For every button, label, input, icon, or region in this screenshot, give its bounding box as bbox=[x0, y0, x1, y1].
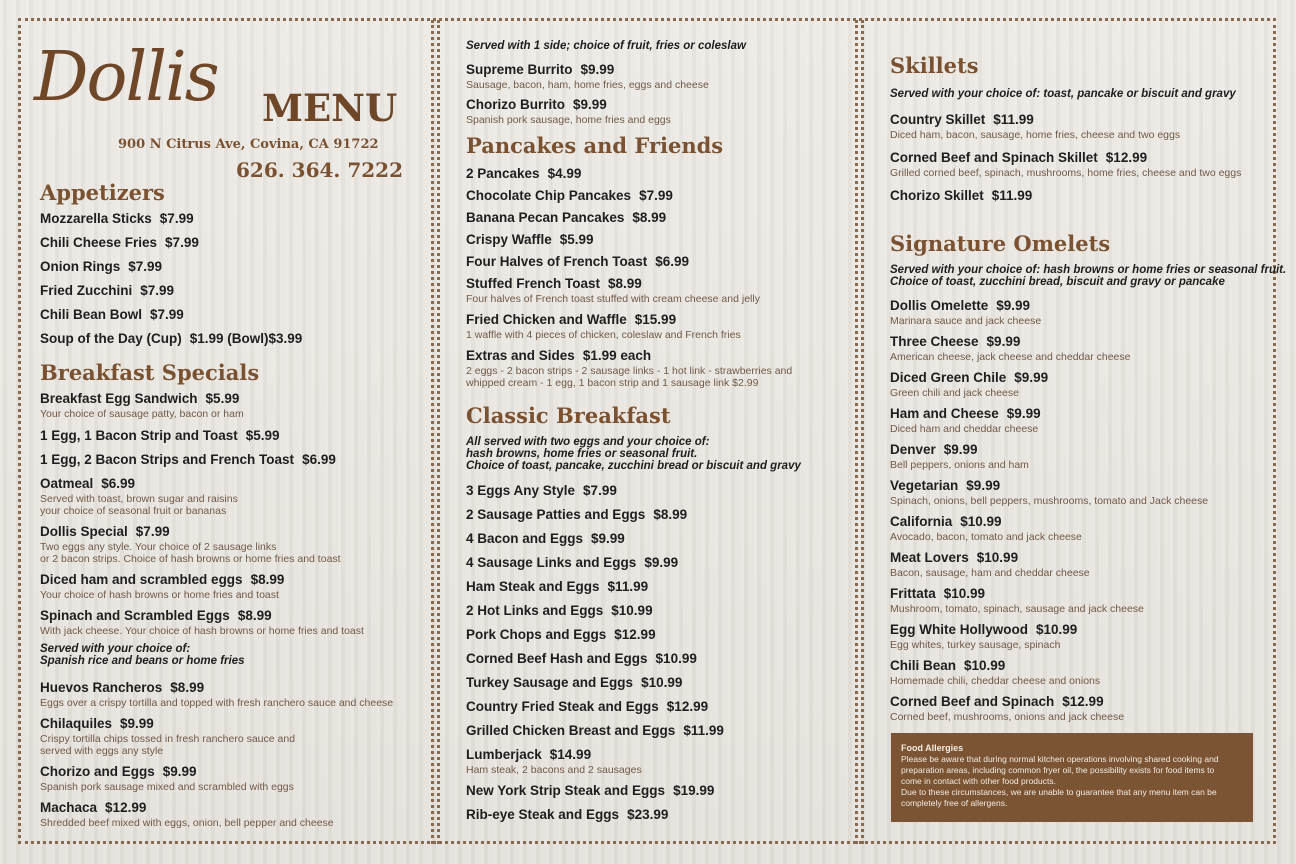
section-title-pancakes: Pancakes and Friends bbox=[466, 133, 724, 158]
list-item: Machaca $12.99 Shredded beef mixed with eggs, onion, bell pepper and cheese bbox=[40, 800, 334, 829]
column-divider bbox=[861, 20, 864, 844]
list-item: Country Fried Steak and Eggs $12.99 bbox=[466, 699, 709, 714]
list-item: 3 Eggs Any Style $7.99 bbox=[466, 483, 617, 498]
list-item: Diced Green Chile $9.99 Green chili and jack cheese bbox=[890, 370, 1049, 399]
list-item: New York Strip Steak and Eggs $19.99 bbox=[466, 783, 715, 798]
section-title-omelets: Signature Omelets bbox=[890, 231, 1111, 256]
list-item: Denver $9.99 Bell peppers, onions and ham bbox=[890, 442, 1029, 471]
section-note: Served with 1 side; choice of fruit, fries or coleslaw bbox=[466, 40, 746, 52]
list-item: Egg White Hollywood $10.99 Egg whites, turkey sausage, spinach bbox=[890, 622, 1078, 651]
list-item: Breakfast Egg Sandwich $5.99 Your choice of sausage patty, bacon or ham bbox=[40, 391, 244, 420]
section-title-classic-breakfast: Classic Breakfast bbox=[466, 403, 671, 428]
list-item: Country Skillet $11.99 Diced ham, bacon, sausage, home fries, cheese and two eggs bbox=[890, 112, 1181, 141]
section-title-skillets: Skillets bbox=[890, 53, 979, 78]
list-item: Chili Bean $10.99 Homemade chili, cheddar cheese and onions bbox=[890, 658, 1101, 687]
list-item: Frittata $10.99 Mushroom, tomato, spinach, sausage and jack cheese bbox=[890, 586, 1144, 615]
list-item: Vegetarian $9.99 Spinach, onions, bell peppers, mushrooms, tomato and Jack cheese bbox=[890, 478, 1209, 507]
list-item: Corned Beef and Spinach Skillet $12.99 Grilled corned beef, spinach, mushrooms, home fries, cheese and two eggs bbox=[890, 150, 1242, 179]
list-item: Soup of the Day (Cup) $1.99 (Bowl)$3.99 bbox=[40, 331, 303, 346]
list-item: Mozzarella Sticks $7.99 bbox=[40, 211, 194, 226]
list-item: Chilaquiles $9.99 Crispy tortilla chips tossed in fresh ranchero sauce and served with eggs any style bbox=[40, 716, 296, 757]
list-item: Chili Cheese Fries $7.99 bbox=[40, 235, 199, 250]
list-item: Three Cheese $9.99 American cheese, jack cheese and cheddar cheese bbox=[890, 334, 1131, 363]
list-item: Onion Rings $7.99 bbox=[40, 259, 163, 274]
list-item: Turkey Sausage and Eggs $10.99 bbox=[466, 675, 683, 690]
section-title-breakfast-specials: Breakfast Specials bbox=[40, 360, 260, 385]
column-divider bbox=[437, 20, 440, 844]
list-item: Diced ham and scrambled eggs $8.99 Your choice of hash browns or home fries and toast bbox=[40, 572, 285, 601]
address: 900 N Citrus Ave, Covina, CA 91722 bbox=[118, 137, 379, 152]
list-item: 4 Sausage Links and Eggs $9.99 bbox=[466, 555, 679, 570]
menu-title: MENU bbox=[262, 86, 398, 130]
list-item: Chocolate Chip Pancakes $7.99 bbox=[466, 188, 673, 203]
list-item: Grilled Chicken Breast and Eggs $11.99 bbox=[466, 723, 724, 738]
section-note: All served with two eggs and your choice of: hash browns, home fries or seasonal fruit. Choice of toast, pancake, zucchini bread or biscuit and gravy bbox=[466, 436, 801, 472]
list-item: Pork Chops and Eggs $12.99 bbox=[466, 627, 656, 642]
food-allergies-notice: Food Allergies Please be aware that during normal kitchen operations involving shared cooking and preparation areas, including common fryer oil, the possibility exists for food items to come in contact with other food products. Due to these circumstances, we are unable to guarantee that any menu item can be completely free of allergens. bbox=[891, 733, 1253, 822]
list-item: Crispy Waffle $5.99 bbox=[466, 232, 594, 247]
list-item: 1 Egg, 1 Bacon Strip and Toast $5.99 bbox=[40, 428, 280, 443]
list-item: Stuffed French Toast $8.99 Four halves of French toast stuffed with cream cheese and jelly bbox=[466, 276, 760, 305]
list-item: 2 Sausage Patties and Eggs $8.99 bbox=[466, 507, 688, 522]
list-item: Fried Zucchini $7.99 bbox=[40, 283, 175, 298]
list-item: Meat Lovers $10.99 Bacon, sausage, ham and cheddar cheese bbox=[890, 550, 1090, 579]
list-item: Rib-eye Steak and Eggs $23.99 bbox=[466, 807, 669, 822]
logo: Dollis bbox=[34, 38, 218, 117]
section-note: Served with your choice of: Spanish rice and beans or home fries bbox=[40, 643, 245, 667]
list-item: Corned Beef and Spinach $12.99 Corned beef, mushrooms, onions and jack cheese bbox=[890, 694, 1125, 723]
list-item: Banana Pecan Pancakes $8.99 bbox=[466, 210, 667, 225]
section-title-appetizers: Appetizers bbox=[40, 180, 165, 205]
list-item: Dollis Special $7.99 Two eggs any style. Your choice of 2 sausage links or 2 bacon strips. Choice of hash browns or home fries and toast bbox=[40, 524, 341, 565]
list-item: Corned Beef Hash and Eggs $10.99 bbox=[466, 651, 697, 666]
phone-number: 626. 364. 7222 bbox=[236, 158, 404, 182]
list-item: 2 Hot Links and Eggs $10.99 bbox=[466, 603, 653, 618]
list-item: Chili Bean Bowl $7.99 bbox=[40, 307, 184, 322]
list-item: Chorizo Skillet $11.99 bbox=[890, 188, 1033, 203]
list-item: Chorizo and Eggs $9.99 Spanish pork sausage mixed and scrambled with eggs bbox=[40, 764, 294, 793]
section-note: Served with your choice of: toast, pancake or biscuit and gravy bbox=[890, 88, 1236, 100]
list-item: Chorizo Burrito $9.99 Spanish pork sausage, home fries and eggs bbox=[466, 97, 671, 126]
list-item: Lumberjack $14.99 Ham steak, 2 bacons and 2 sausages bbox=[466, 747, 642, 776]
list-item: Ham and Cheese $9.99 Diced ham and cheddar cheese bbox=[890, 406, 1041, 435]
list-item: 2 Pancakes $4.99 bbox=[466, 166, 582, 181]
list-item: Oatmeal $6.99 Served with toast, brown sugar and raisins your choice of seasonal fruit or bananas bbox=[40, 476, 238, 517]
list-item: Extras and Sides $1.99 each 2 eggs - 2 bacon strips - 2 sausage links - 1 hot link - strawberries and whipped cream - 1 egg, 1 bacon strip and 1 sausage link $2.99 bbox=[466, 348, 793, 389]
list-item: 4 Bacon and Eggs $9.99 bbox=[466, 531, 625, 546]
section-note: Served with your choice of: hash browns or home fries or seasonal fruit. Choice of toast, zucchini bread, biscuit and gravy or pancake bbox=[890, 264, 1287, 288]
column-divider bbox=[431, 20, 434, 844]
column-divider bbox=[855, 20, 858, 844]
list-item: Supreme Burrito $9.99 Sausage, bacon, ham, home fries, eggs and cheese bbox=[466, 62, 709, 91]
list-item: California $10.99 Avocado, bacon, tomato and jack cheese bbox=[890, 514, 1082, 543]
list-item: Dollis Omelette $9.99 Marinara sauce and jack cheese bbox=[890, 298, 1042, 327]
list-item: 1 Egg, 2 Bacon Strips and French Toast $6.99 bbox=[40, 452, 336, 467]
list-item: Spinach and Scrambled Eggs $8.99 With jack cheese. Your choice of hash browns or home fries and toast bbox=[40, 608, 364, 637]
list-item: Ham Steak and Eggs $11.99 bbox=[466, 579, 649, 594]
list-item: Four Halves of French Toast $6.99 bbox=[466, 254, 690, 269]
list-item: Fried Chicken and Waffle $15.99 1 waffle with 4 pieces of chicken, coleslaw and French fries bbox=[466, 312, 741, 341]
list-item: Huevos Rancheros $8.99 Eggs over a crispy tortilla and topped with fresh ranchero sauce and cheese bbox=[40, 680, 394, 709]
